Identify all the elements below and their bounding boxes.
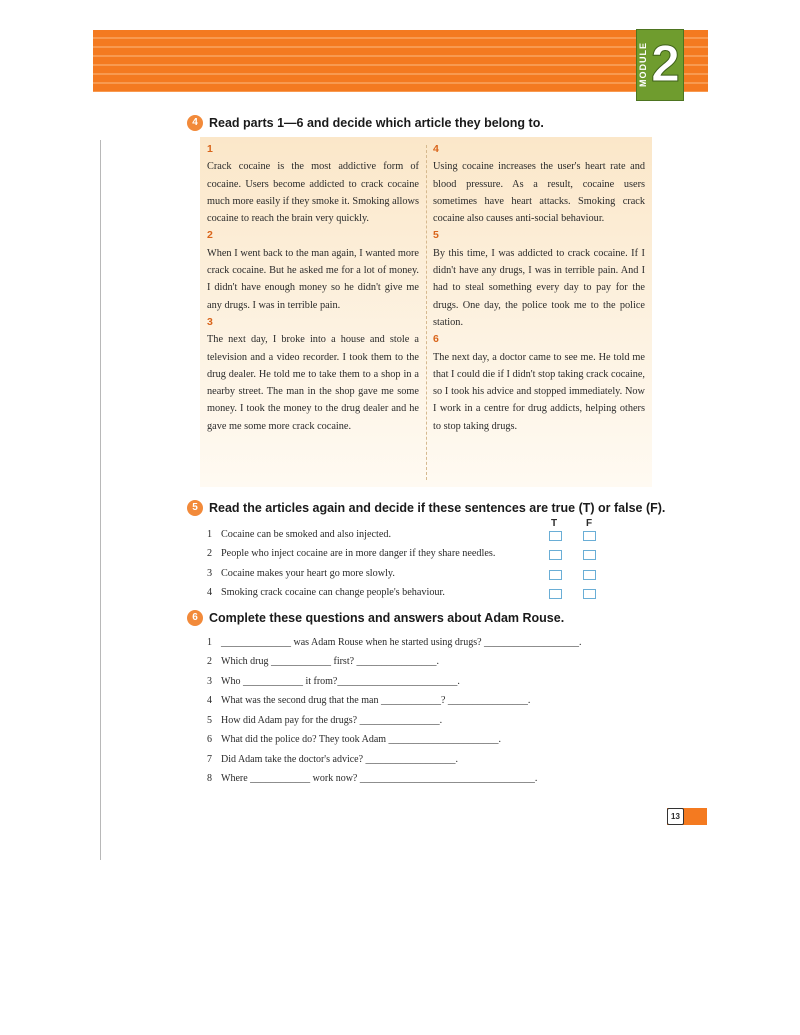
page-number: 13 (667, 808, 684, 825)
part-number: 2 (207, 229, 213, 242)
true-checkbox[interactable] (549, 550, 562, 560)
false-checkbox[interactable] (583, 550, 596, 560)
question-text[interactable]: Who ____________ it from?________________________. (221, 676, 460, 687)
module-tab (636, 29, 684, 101)
true-checkbox[interactable] (549, 531, 562, 541)
exercise-4-title: Read parts 1—6 and decide which article they belong to. (209, 116, 544, 130)
part-text: The next day, a doctor came to see me. He told me that I could die if I didn't stop taking crack cocaine, so I took his advice and stopped immediately. Now I work in a centre for drug addicts, helping others to stop taking drugs. (433, 351, 646, 432)
question-number: 3 (207, 676, 212, 687)
part-text: Crack cocaine is the most addictive form of cocaine. Users become addicted to crack cocaine much more easily if they smoke it. Smoking allows cocaine to reach the brain very quickly. (207, 161, 419, 225)
tf-item-text: People who inject cocaine are in more danger if they share needles. (221, 548, 496, 559)
tf-item-text: Smoking crack cocaine can change people's behaviour. (221, 587, 445, 598)
tf-item (207, 529, 551, 540)
question-text[interactable]: Did Adam take the doctor's advice? __________________. (221, 754, 459, 765)
true-checkbox[interactable] (549, 570, 562, 580)
part-number: 1 (207, 143, 213, 155)
question-item (207, 773, 537, 784)
tf-item-number: 2 (207, 548, 213, 559)
question-number: 6 (207, 734, 212, 745)
part-text: The next day, I broke into a house and stole a television and a video recorder. I took them to the drug dealer. He told me to take them to a shop in a nearby street. The man in the shop gave me some money. I took the money to the drug dealer and he gave me some more crack cocaine. (207, 334, 419, 432)
question-number: 4 (207, 695, 212, 706)
false-column-header: F (586, 518, 593, 529)
module-label: MODULE (638, 42, 648, 88)
module-number: 2 (651, 35, 680, 93)
question-number: 7 (207, 754, 212, 765)
exercise-6-number: 6 (187, 610, 203, 626)
tf-item (207, 568, 551, 579)
articles-panel (200, 137, 652, 487)
question-text[interactable]: Where ____________ work now? ___________________________________. (221, 773, 538, 784)
tf-item (207, 587, 551, 598)
part-number: 3 (207, 315, 213, 328)
question-text[interactable]: Which drug ____________ first? ________________. (221, 656, 440, 667)
question-item (207, 715, 442, 726)
module-banner (93, 30, 708, 92)
question-text[interactable]: What was the second drug that the man ____________? ________________. (221, 695, 531, 706)
part-number: 4 (433, 143, 439, 155)
question-number: 5 (207, 715, 212, 726)
part-text: When I went back to the man again, I wanted more crack cocaine. But he asked me for a lot of money. I didn't have enough money so he didn't give me any drugs. I was in terrible pain. (207, 247, 419, 311)
question-text[interactable]: What did the police do? They took Adam ______________________. (221, 734, 502, 745)
question-text[interactable]: How did Adam pay for the drugs? ________________. (221, 715, 443, 726)
part-number: 6 (433, 333, 439, 346)
question-number: 8 (207, 773, 212, 784)
false-checkbox[interactable] (583, 531, 596, 541)
exercise-5-heading (187, 500, 665, 516)
tf-item-text: Cocaine can be smoked and also injected. (221, 529, 392, 540)
false-checkbox[interactable] (583, 589, 596, 599)
tf-item-number: 1 (207, 529, 213, 540)
exercise-5-title: Read the articles again and decide if these sentences are true (T) or false (F). (209, 501, 666, 515)
tf-item (207, 548, 551, 559)
part-text: Using cocaine increases the user's heart rate and blood pressure. As a result, cocaine users sometimes have heart attacks. Smoking crack cocaine also causes anti-social behaviour. (433, 161, 645, 225)
true-checkbox[interactable] (549, 589, 562, 599)
question-item (207, 695, 530, 706)
question-item (207, 734, 501, 745)
articles-column-right (433, 141, 645, 435)
exercise-5-number: 5 (187, 500, 203, 516)
exercise-6-title: Complete these questions and answers about Adam Rouse. (209, 611, 565, 625)
true-column-header: T (551, 518, 558, 529)
question-number: 2 (207, 656, 212, 667)
exercise-6-heading (187, 610, 564, 626)
exercise-4-heading (187, 115, 544, 131)
page-number-tab (667, 808, 707, 825)
tf-item-number: 4 (207, 587, 213, 598)
false-checkbox[interactable] (583, 570, 596, 580)
part-text: By this time, I was addicted to crack cocaine. If I didn't have any drugs, I was in terrible pain. And I had to steal something every day to pay for the drugs. One day, the police took me to the police station. (433, 247, 645, 328)
question-item (207, 676, 460, 687)
question-number: 1 (207, 637, 212, 648)
part-number: 5 (433, 229, 439, 242)
page-margin-line (100, 140, 101, 860)
exercise-4-number: 4 (187, 115, 203, 131)
tf-item-text: Cocaine makes your heart go more slowly. (221, 568, 395, 579)
articles-column-left (207, 141, 419, 435)
tf-item-number: 3 (207, 568, 213, 579)
column-divider (426, 145, 427, 480)
question-text[interactable]: ______________ was Adam Rouse when he started using drugs? ___________________. (221, 637, 582, 648)
question-item (207, 637, 582, 648)
question-item (207, 754, 458, 765)
question-item (207, 656, 439, 667)
